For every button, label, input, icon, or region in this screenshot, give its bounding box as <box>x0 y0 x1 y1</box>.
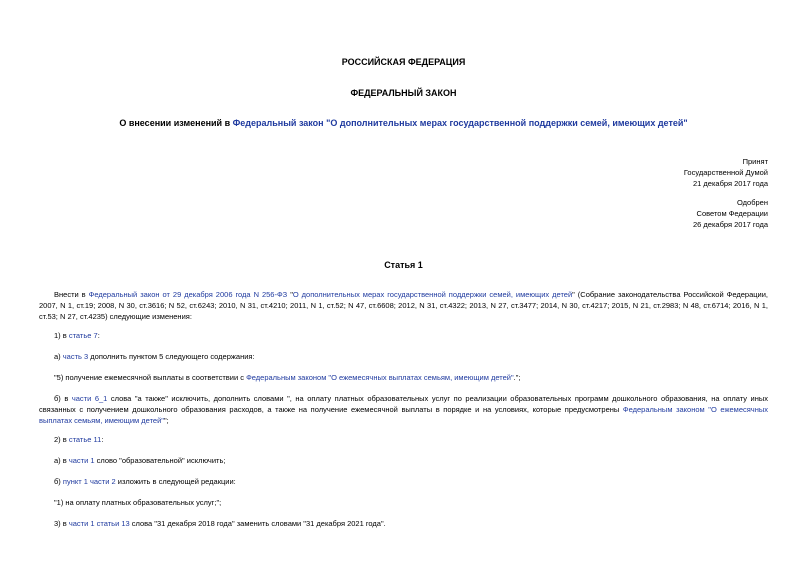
item-1 <box>54 330 100 341</box>
item-2 <box>54 434 103 445</box>
item-2b-content-text: "1) на оплату платных образовательных услуг;"; <box>54 498 222 507</box>
article-heading: Статья 1 <box>384 260 423 270</box>
intro-text-2: " <box>287 290 293 299</box>
item-1b <box>39 393 768 426</box>
item-2a-text-1: а) в <box>54 456 69 465</box>
item-1a-text-1: а) <box>54 352 63 361</box>
law-title <box>0 118 807 129</box>
item-3-text-1: 3) в <box>54 519 69 528</box>
accepted-label: Принят <box>742 157 768 166</box>
item-1a-text-2: дополнить пунктом 5 следующего содержания: <box>88 352 255 361</box>
item-1b-text-2: слова "а также" исключить, дополнить словами ", на оплату платных образовательных услуг по реализации образовательных программ дошкольного образования, на оплату иных связанных с получением дошкольного образования расходов, а также на получение ежемесячной выплаты в порядке и на условиях, которые предусмотрены <box>39 394 768 414</box>
item-1-link[interactable]: статье 7 <box>68 331 98 340</box>
law-title-prefix: О внесении изменений в <box>119 118 233 128</box>
item-1b-text-3: "; <box>163 416 169 425</box>
item-2-text-2: : <box>101 435 104 444</box>
item-1b-link-2[interactable]: Федеральным законом "О ежемесячных выплатах семьям, имеющим детей" <box>39 405 768 425</box>
item-2-text-1: 2) в <box>54 435 69 444</box>
accepted-block <box>684 156 768 189</box>
item-3-link[interactable]: части 1 статьи 13 <box>68 519 130 528</box>
item-2b-text-1: б) <box>54 477 63 486</box>
item-1a-content <box>54 372 521 383</box>
approved-block <box>693 197 768 230</box>
accepted-date: 21 декабря 2017 года <box>692 179 768 188</box>
item-1a-content-link[interactable]: Федеральным законом "О ежемесячных выплатах семьям, имеющим детей" <box>246 373 514 382</box>
item-2a-text-2: слово "образовательной" исключить; <box>94 456 226 465</box>
article-intro-paragraph <box>39 289 768 322</box>
intro-law-title-link[interactable]: О дополнительных мерах государственной поддержки семей, имеющих детей <box>292 290 573 299</box>
item-1a-link[interactable]: часть 3 <box>62 352 89 361</box>
intro-text-1: Внести в <box>54 290 89 299</box>
item-1a <box>54 351 255 362</box>
intro-law-link[interactable]: Федеральный закон от 29 декабря 2006 года N 256-ФЗ <box>88 290 288 299</box>
item-1b-text-1: б) в <box>54 394 72 403</box>
law-type-heading: ФЕДЕРАЛЬНЫЙ ЗАКОН <box>350 88 457 98</box>
country-heading: РОССИЙСКАЯ ФЕДЕРАЦИЯ <box>341 57 466 67</box>
item-2a-link[interactable]: части 1 <box>68 456 95 465</box>
item-2-link[interactable]: статье 11 <box>68 435 102 444</box>
law-title-link[interactable]: Федеральный закон "О дополнительных мерах государственной поддержки семей, имеющих детей" <box>232 118 688 128</box>
approved-by: Советом Федерации <box>696 209 768 218</box>
approved-date: 26 декабря 2017 года <box>692 220 768 229</box>
item-2b-link[interactable]: пункт 1 части 2 <box>62 477 116 486</box>
item-3-text-2: слова "31 декабря 2018 года" заменить словами "31 декабря 2021 года". <box>129 519 386 528</box>
item-2b <box>54 476 236 487</box>
item-1b-link-1[interactable]: части 6_1 <box>71 394 108 403</box>
item-2a <box>54 455 225 466</box>
item-2b-content <box>54 497 221 508</box>
approved-label: Одобрен <box>737 198 768 207</box>
item-2b-text-2: изложить в следующей редакции: <box>115 477 236 486</box>
intro-text-3: " (Собрание законодательства Российской Федерации, 2007, N 1, ст.19; 2008, N 30, ст.3616; N 52, ст.6243; 2010, N 31, ст.4210; 2011, N 1, ст.52; N 47, ст.6608; 2012, N 31, ст.4322; 2013, N 27, ст.3477; 2014, N 30, ст.4217; 2015, N 21, ст.2983; N 48, ст.6714; 2016, N 1, ст.53; N 27, ст.4235) следующие изменения: <box>39 290 768 321</box>
item-3 <box>54 518 386 529</box>
accepted-by: Государственной Думой <box>683 168 768 177</box>
item-1a-content-text-1: "5) получение ежемесячной выплаты в соответствии с <box>54 373 247 382</box>
item-1a-content-text-2: ."; <box>513 373 521 382</box>
item-1-text-2: : <box>97 331 100 340</box>
item-1-text-1: 1) в <box>54 331 69 340</box>
